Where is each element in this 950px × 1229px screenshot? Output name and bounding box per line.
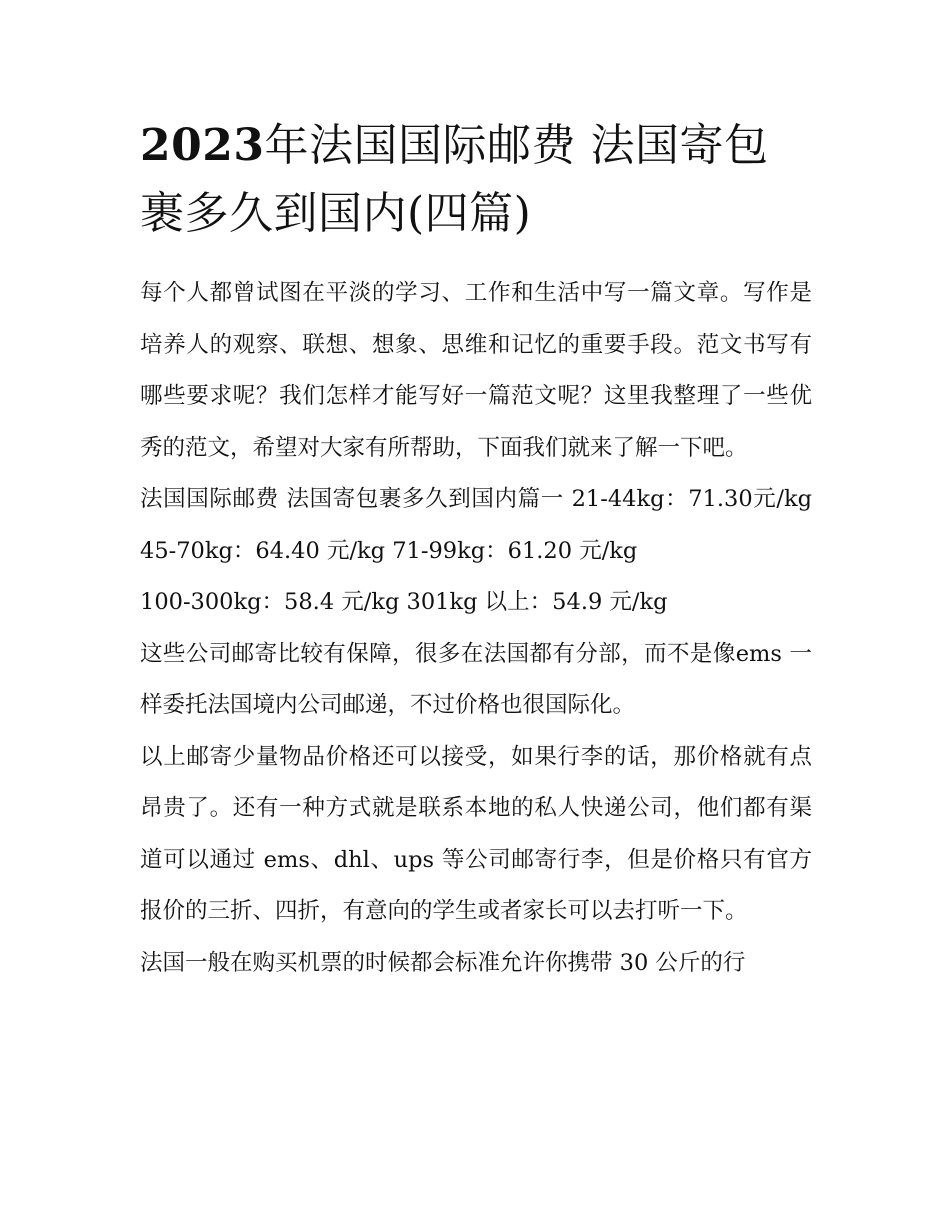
document-title: [140, 112, 812, 248]
rate-paragraph-continued: 100-300kg：58.4 元/kg 301kg 以上：54.9 元/kg: [140, 589, 668, 615]
rate-paragraph: 法国国际邮费 法国寄包裹多久到国内篇一 21-44kg：71.30元/kg 45-70kg：64.40 元/kg 71-99kg：61.20 元/kg: [140, 486, 812, 564]
intro-paragraph: 每个人都曾试图在平淡的学习、工作和生活中写一篇文章。写作是培养人的观察、联想、想象、思维和记忆的重要手段。范文书写有哪些要求呢？我们怎样才能写好一篇范文呢？这里我整理了一些优秀的范文，希望对大家有所帮助，下面我们就来了解一下吧。: [140, 280, 812, 461]
document-page: [140, 112, 812, 989]
luggage-paragraph: 法国一般在购买机票的时候都会标准允许你携带 30 公斤的行: [140, 949, 746, 976]
carrier-paragraph: 这些公司邮寄比较有保障，很多在法国都有分部，而不是像ems 一样委托法国境内公司邮递，不过价格也很国际化。: [140, 640, 812, 718]
title-year: 2023: [140, 120, 265, 171]
title-text: 年法国国际邮费 法国寄包裹多久到国内(四篇): [140, 120, 769, 239]
private-courier-paragraph: 以上邮寄少量物品价格还可以接受，如果行李的话，那价格就有点昂贵了。还有一种方式就是联系本地的私人快递公司，他们都有渠道可以通过 ems、dhl、ups 等公司邮寄行李，但是价格只有官方报价的三折、四折，有意向的学生或者家长可以去打听一下。: [140, 743, 812, 924]
